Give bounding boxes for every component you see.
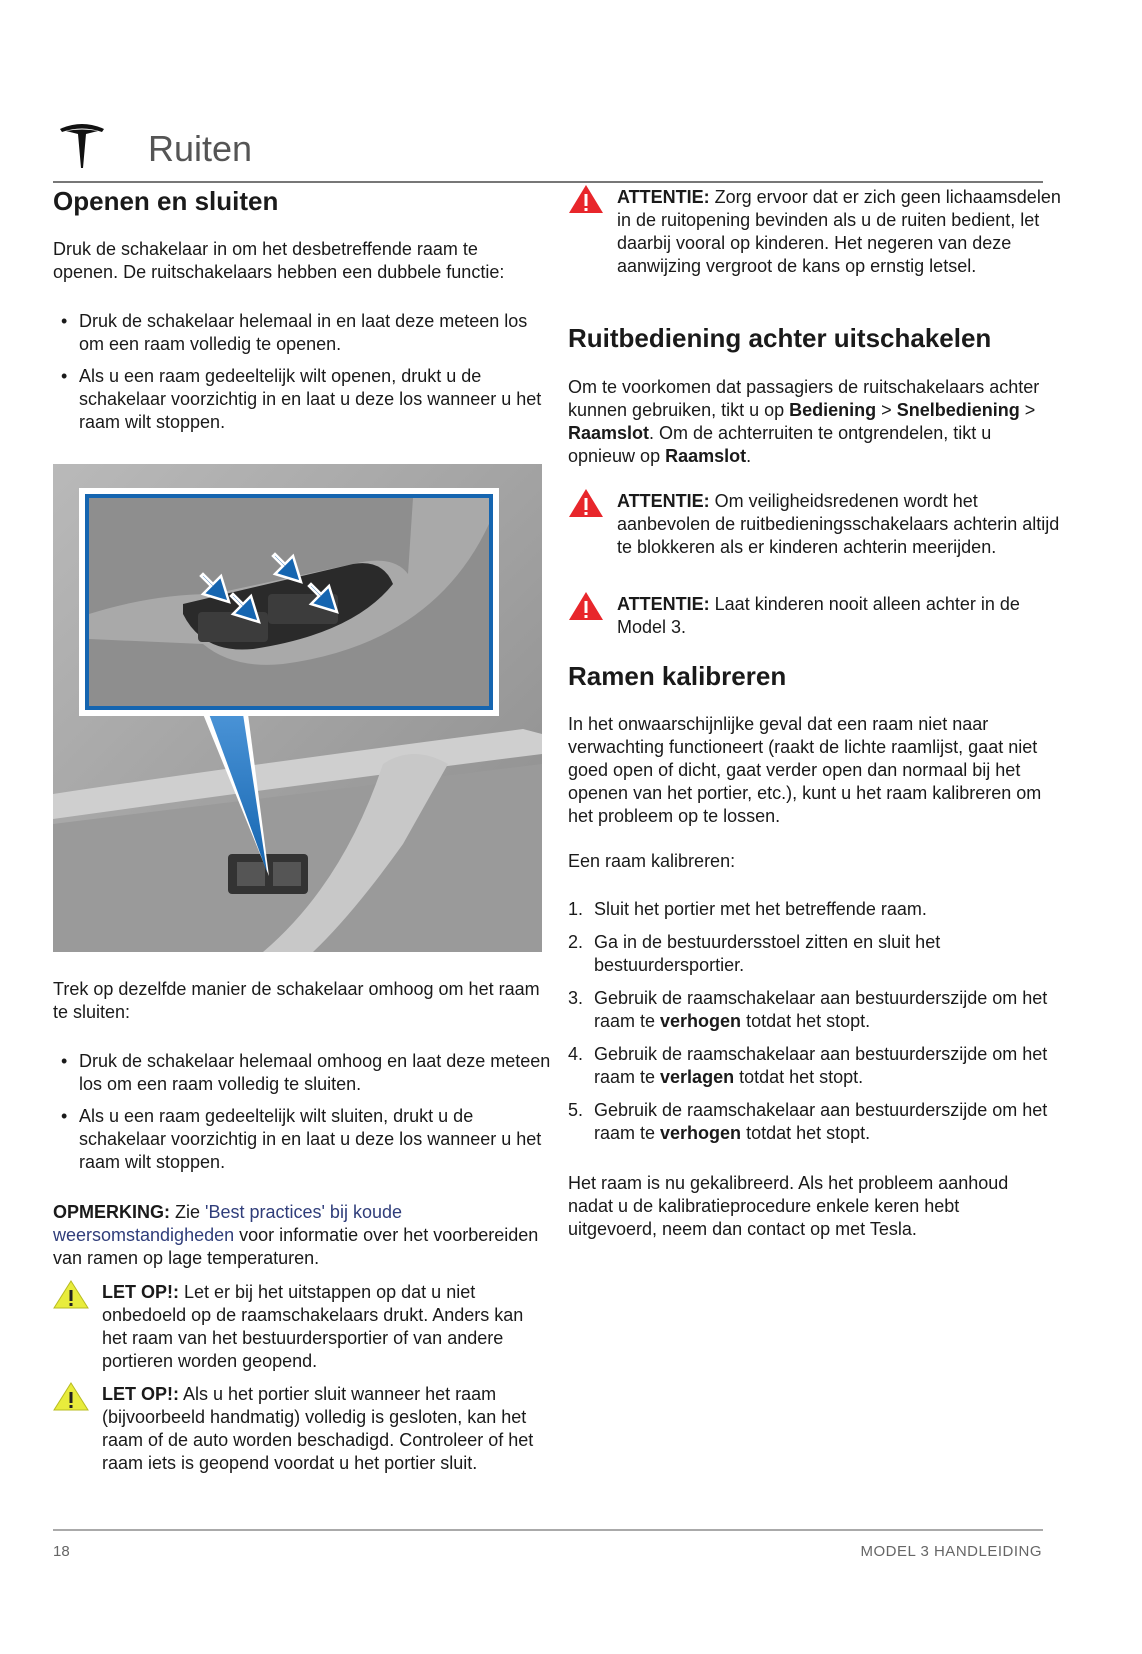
caution-text: Let er bij het uitstappen op dat u niet onbedoeld op de raamschakelaars drukt. Anders kan het raam van het bestuurdersportier of van andere portieren worden geopend. xyxy=(102,1282,524,1371)
note-label: OPMERKING: xyxy=(53,1202,170,1222)
calibration-paragraph: In het onwaarschijnlijke geval dat een raam niet naar verwachting functioneert (raakt de lichte raamlijst, gaat niet goed open of dicht, gaat verder open dan normaal bij het openen van het portier, etc.), kunt u het raam kalibreren om het probleem op te lossen. xyxy=(568,714,1042,826)
close-intro: Trek op dezelfde manier de schakelaar omhoog om het raam te sluiten: xyxy=(53,979,540,1022)
header-divider xyxy=(53,181,1043,183)
warning-text: Om veiligheidsredenen wordt het aanbevolen de ruitbedieningsschakelaars achterin altijd te blokkeren als er kinderen achterin meerijden. xyxy=(617,491,1060,557)
caution-2 xyxy=(53,1383,553,1475)
intro-paragraph: Druk de schakelaar in om het desbetreffende raam te openen. De ruitschakelaars hebben een dubbele functie: xyxy=(53,239,505,282)
window-lock-paragraph: Om te voorkomen dat passagiers de ruitschakelaars achter kunnen gebruiken, tikt u op Bediening > Snelbediening > Raamslot. Om de achterruiten te ontgrendelen, tikt u opnieuw op Raamslot. xyxy=(568,377,1040,466)
caution-1 xyxy=(53,1281,553,1373)
note-text: voor informatie over het voorbereiden van ramen op lage temperaturen. xyxy=(53,1225,539,1268)
tesla-logo xyxy=(58,120,106,170)
warning-2 xyxy=(568,490,1068,559)
step-item: 5. Gebruik de raamschakelaar aan bestuurderszijde om het raam te verhogen totdat het stopt. xyxy=(568,1100,1048,1143)
step-item: 1. Sluit het portier met het betreffende raam. xyxy=(568,899,927,919)
warning-triangle-icon xyxy=(568,591,604,621)
warning-triangle-icon xyxy=(568,488,604,518)
steps-intro: Een raam kalibreren: xyxy=(568,851,736,871)
caution-label: LET OP!: xyxy=(102,1384,179,1404)
close-bullets xyxy=(53,1050,553,1174)
cold-weather-link[interactable]: 'Best practices' bij koude weersomstandigheden xyxy=(53,1202,402,1245)
caution-label: LET OP!: xyxy=(102,1282,179,1302)
footer-divider xyxy=(53,1529,1043,1531)
manual-title: MODEL 3 HANDLEIDING xyxy=(860,1543,1042,1560)
warning-label: ATTENTIE: xyxy=(617,187,710,207)
calibration-result: Het raam is nu gekalibreerd. Als het probleem aanhoud nadat u de kalibratieprocedure enkele keren hebt uitgevoerd, neem dan contact op met Tesla. xyxy=(568,1173,1009,1239)
note xyxy=(53,1201,548,1270)
warning-label: ATTENTIE: xyxy=(617,594,710,614)
list-item: • Druk de schakelaar helemaal omhoog en laat deze meteen los om een raam volledig te sluiten. xyxy=(53,1050,553,1096)
heading-ruitbediening: Ruitbediening achter uitschakelen xyxy=(568,323,992,353)
heading-ramen-kalibreren: Ramen kalibreren xyxy=(568,661,787,691)
warning-triangle-icon xyxy=(568,184,604,214)
window-switch-illustration xyxy=(53,464,542,952)
caution-triangle-icon xyxy=(53,1381,89,1411)
calibration-steps xyxy=(568,898,1068,1145)
warning-3 xyxy=(568,593,1068,639)
warning-text: Laat kinderen nooit alleen achter in de Model 3. xyxy=(617,594,1020,637)
step-item: 2. Ga in de bestuurdersstoel zitten en sluit het bestuurdersportier. xyxy=(568,932,941,975)
warning-label: ATTENTIE: xyxy=(617,491,710,511)
list-item: • Druk de schakelaar helemaal in en laat deze meteen los om een raam volledig te openen. xyxy=(53,310,553,356)
step-item: 3. Gebruik de raamschakelaar aan bestuurderszijde om het raam te verhogen totdat het stopt. xyxy=(568,988,1048,1031)
list-item: • Als u een raam gedeeltelijk wilt sluiten, drukt u de schakelaar voorzichtig in en laat u deze los wanneer u het raam wilt stoppen. xyxy=(53,1105,553,1174)
caution-triangle-icon xyxy=(53,1279,89,1309)
caution-text: Als u het portier sluit wanneer het raam (bijvoorbeeld handmatig) volledig is gesloten, kan het raam of de auto worden beschadigd. Controleer of het raam iets is geopend voordat u het portier sluit. xyxy=(102,1384,534,1473)
page-title: Ruiten xyxy=(148,128,253,169)
step-item: 4. Gebruik de raamschakelaar aan bestuurderszijde om het raam te verlagen totdat het stopt. xyxy=(568,1044,1048,1087)
page-number: 18 xyxy=(53,1543,70,1560)
list-item: • Als u een raam gedeeltelijk wilt openen, drukt u de schakelaar voorzichtig in en laat u deze los wanneer u het raam wilt stoppen. xyxy=(53,365,553,434)
heading-openen-en-sluiten: Openen en sluiten xyxy=(53,186,279,216)
open-bullets xyxy=(53,310,553,434)
warning-1 xyxy=(568,186,1068,278)
note-text: Zie xyxy=(170,1202,206,1222)
warning-text: Zorg ervoor dat er zich geen lichaamsdelen in de ruitopening bevinden als u de ruiten bedient, let daarbij vooral op kinderen. Het negeren van deze aanwijzing vergroot de kans op ernstig letsel. xyxy=(617,187,1061,276)
